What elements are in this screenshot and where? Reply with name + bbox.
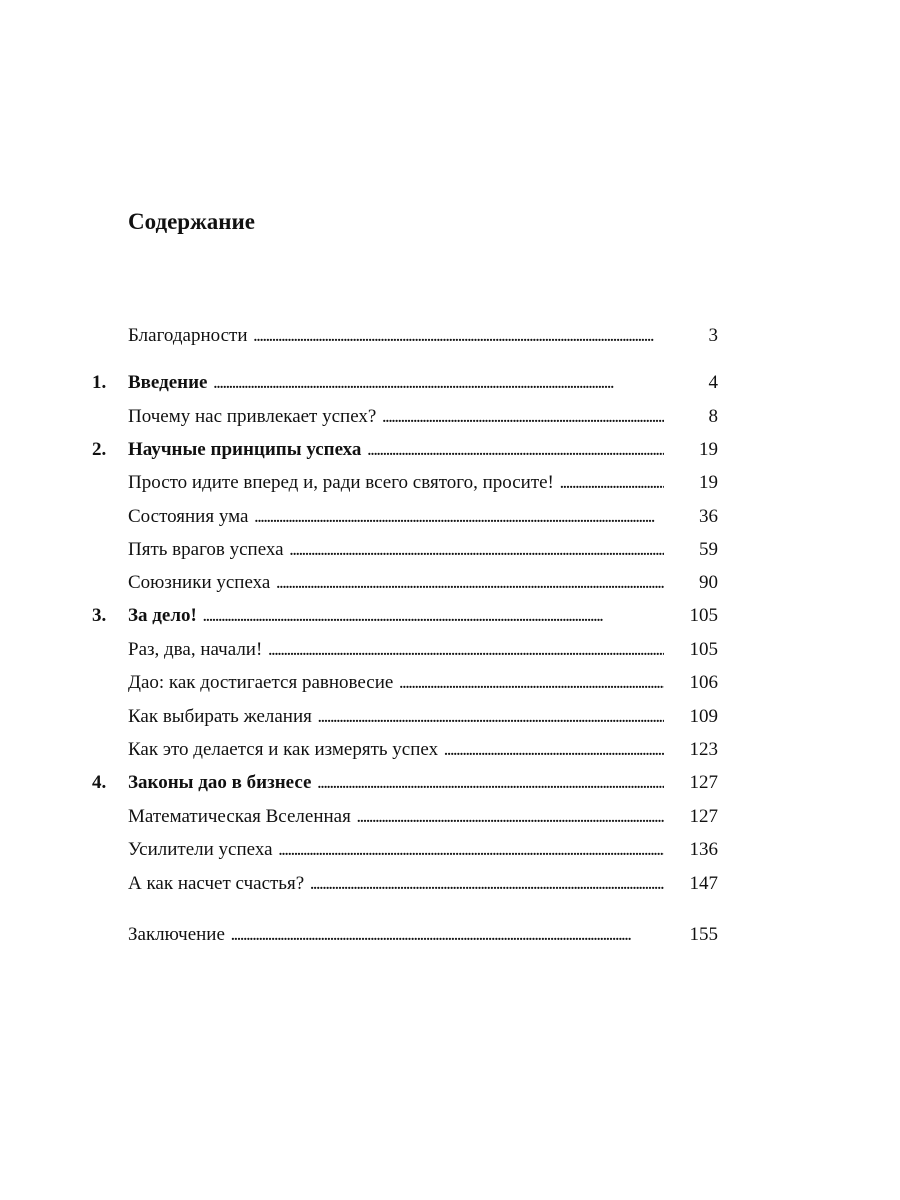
entry-title: Благодарности (128, 325, 252, 346)
page-number: 8 (708, 406, 718, 427)
chapter-number: 4. (92, 772, 107, 793)
page-number: 106 (689, 672, 718, 693)
entry-title: Введение (128, 372, 212, 393)
toc-entry (0, 402, 900, 432)
toc-entry (0, 321, 900, 351)
page-number: 123 (689, 739, 718, 760)
toc-chapter (0, 768, 900, 798)
toc-entry (0, 702, 900, 732)
chapter-number: 2. (92, 439, 107, 460)
entry-title: Союзники успеха (128, 572, 274, 593)
toc-entry (0, 869, 900, 899)
entry-title: А как насчет счастья? (128, 873, 308, 894)
entry-title: Как это делается и как измерять успех (128, 739, 442, 760)
page-number: 4 (708, 372, 718, 393)
entry-title: Состояния ума (128, 506, 252, 527)
page-number: 19 (699, 472, 718, 493)
entry-title: Научные принципы успеха (128, 439, 365, 460)
toc-entry (0, 568, 900, 598)
toc-entry (0, 468, 900, 498)
page-number: 105 (689, 639, 718, 660)
entry-title: Раз, два, начали! (128, 639, 266, 660)
toc-entry (0, 635, 900, 665)
toc-chapter (0, 368, 900, 398)
page-number: 109 (689, 706, 718, 727)
chapter-number: 1. (92, 372, 107, 393)
page-number: 90 (699, 572, 718, 593)
page-number: 155 (689, 924, 718, 945)
toc-entry (0, 535, 900, 565)
chapter-number: 3. (92, 605, 107, 626)
toc-chapter (0, 601, 900, 631)
page-number: 147 (689, 873, 718, 894)
entry-title: Дао: как достигается равновесие (128, 672, 397, 693)
page-number: 19 (699, 439, 718, 460)
page-number: 3 (708, 325, 718, 346)
page-number: 136 (689, 839, 718, 860)
entry-title: Просто идите вперед и, ради всего святого, просите! (128, 472, 558, 493)
entry-title: За дело! (128, 605, 201, 626)
entry-title: Усилители успеха (128, 839, 277, 860)
entry-title: Как выбирать желания (128, 706, 316, 727)
entry-title: Заключение (128, 924, 229, 945)
toc-entry (0, 835, 900, 865)
page-number: 59 (699, 539, 718, 560)
toc-entry (0, 735, 900, 765)
entry-title: Пять врагов успеха (128, 539, 288, 560)
toc-entry (0, 802, 900, 832)
toc-entry (0, 668, 900, 698)
page-number: 36 (699, 506, 718, 527)
page-title: Содержание (128, 209, 255, 234)
toc-entry (0, 920, 900, 950)
page-number: 105 (689, 605, 718, 626)
page-number: 127 (689, 772, 718, 793)
entry-title: Законы дао в бизнесе (128, 772, 315, 793)
page-number: 127 (689, 806, 718, 827)
toc-entry (0, 502, 900, 532)
entry-title: Математическая Вселенная (128, 806, 355, 827)
toc-chapter (0, 435, 900, 465)
entry-title: Почему нас привлекает успех? (128, 406, 380, 427)
